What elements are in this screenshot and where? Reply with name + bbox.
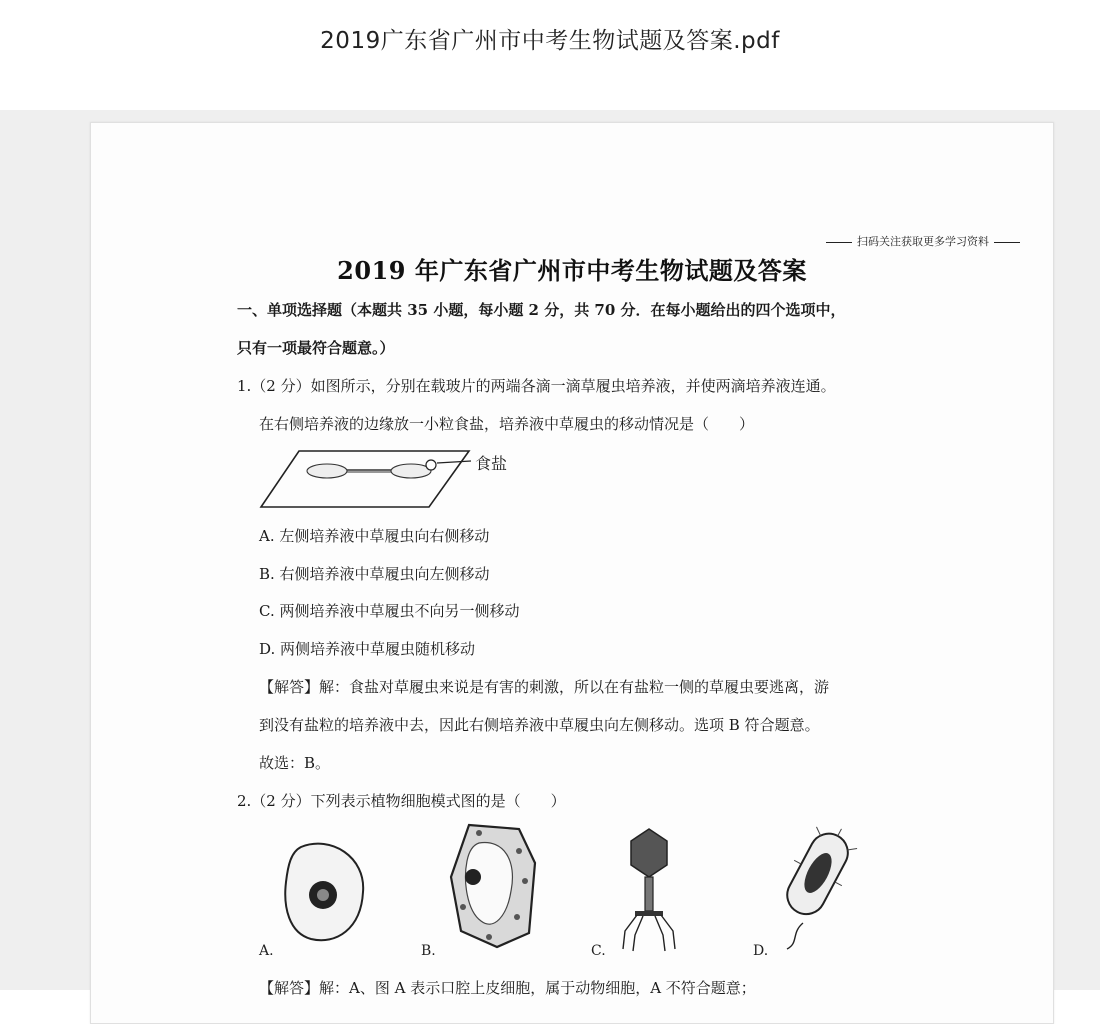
q1-stem-line1: 1.（2 分）如图所示，分别在载玻片的两端各滴一滴草履虫培养液，并使两滴培养液连通。 bbox=[237, 377, 836, 395]
q1-answer-line2: 到没有盐粒的培养液中去，因此右侧培养液中草履虫向左侧移动。选项 B 符合题意。 bbox=[259, 716, 820, 734]
q2-stem: 2.（2 分）下列表示植物细胞模式图的是（ ） bbox=[237, 792, 566, 810]
pdf-viewer[interactable] bbox=[0, 110, 1100, 997]
section-heading-line1: 一、单项选择题（本题共 35 小题，每小题 2 分，共 70 分．在每小题给出的四个选项中， bbox=[237, 301, 846, 319]
q1-option-b: B. 右侧培养液中草履虫向左侧移动 bbox=[259, 565, 490, 583]
pdf-page bbox=[90, 122, 1054, 1024]
file-title: 2019广东省广州市中考生物试题及答案.pdf bbox=[320, 28, 780, 54]
q1-option-d: D. 两侧培养液中草履虫随机移动 bbox=[259, 640, 476, 658]
q2-figure-c-virus bbox=[617, 827, 681, 953]
q2-figure-d-bacterium bbox=[773, 823, 863, 953]
q2-figure-a-animal-cell bbox=[281, 837, 371, 947]
watermark-text: 扫码关注获取更多学习资料 bbox=[821, 233, 1025, 249]
q2-answer-partial: 【解答】解：A、图 A 表示口腔上皮细胞，属于动物细胞，A 不符合题意； bbox=[259, 979, 756, 997]
q2-figure-b-plant-cell bbox=[449, 821, 539, 951]
q2-label-b: B. bbox=[421, 943, 436, 959]
q2-label-d: D. bbox=[753, 943, 769, 959]
q1-option-c: C. 两侧培养液中草履虫不向另一侧移动 bbox=[259, 602, 520, 620]
q2-label-a: A. bbox=[259, 943, 274, 959]
salt-label: 食盐 bbox=[475, 454, 508, 473]
q1-stem-line2: 在右侧培养液的边缘放一小粒食盐，培养液中草履虫的移动情况是（ ） bbox=[259, 415, 755, 433]
q2-label-c: C. bbox=[591, 943, 606, 959]
document-title: 2019 年广东省广州市中考生物试题及答案 bbox=[337, 256, 807, 285]
q1-choice: 故选：B。 bbox=[259, 754, 331, 772]
q1-answer-line1: 【解答】解：食盐对草履虫来说是有害的刺激，所以在有盐粒一侧的草履虫要逃离，游 bbox=[259, 678, 830, 696]
section-heading-line2: 只有一项最符合题意。） bbox=[237, 339, 395, 357]
q1-option-a: A. 左侧培养液中草履虫向右侧移动 bbox=[259, 527, 490, 545]
header-bar bbox=[0, 0, 1100, 110]
